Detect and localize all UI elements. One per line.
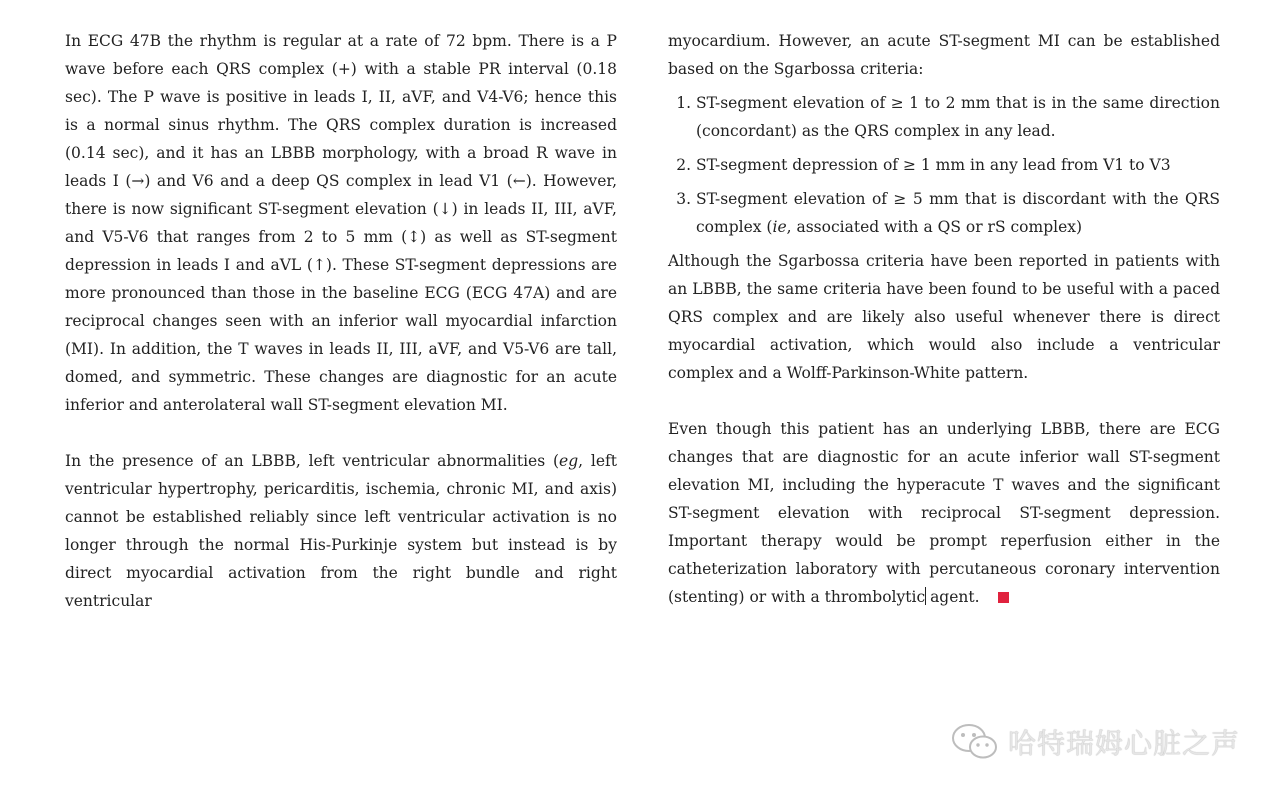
paragraph-lbbb-continued: myocardium. However, an acute ST-segment MI can be established based on the Sgarbossa criteria: [668,32,1220,78]
right-column [668,27,1220,611]
paragraph-sgarbossa-applicability: Although the Sgarbossa criteria have been reported in patients with an LBBB, the same criteria have been found to be useful with a paced QRS complex and are likely also useful whenever there is direct myocardial activation, which would also include a ventricular complex and a Wolff-Parkinson-White pattern. [668,252,1220,382]
list-item: 2. ST-segment depression of ≥ 1 mm in any lead from V1 to V3 [696,151,1220,179]
paragraph-ecg-47b-findings: In ECG 47B the rhythm is regular at a rate of 72 bpm. There is a P wave before each QRS complex (+) with a stable PR interval (0.18 sec). The P wave is positive in leads I, II, aVF, and V4-V6; hence this is a normal sinus rhythm. The QRS complex duration is increased (0.14 sec), and it has an LBBB morphology, with a broad R wave in leads I (→) and V6 and a deep QS complex in lead V1 (←). However, there is now significant ST-segment elevation (↓) in leads II, III, aVF, and V5-V6 that ranges from 2 to 5 mm (↕) as well as ST-segment depression in leads I and aVL (↑). These ST-segment depressions are more pronounced than those in the baseline ECG (ECG 47A) and are reciprocal changes seen with an inferior wall myocardial infarction (MI). In addition, the T waves in leads II, III, aVF, and V5-V6 are tall, domed, and symmetric. These changes are diagnostic for an acute inferior and anterolateral wall ST-segment elevation MI. [65,32,617,414]
list-item: 1. ST-segment elevation of ≥ 1 to 2 mm that is in the same direction (concordant) as the QRS complex in any lead. [696,89,1220,145]
list-item: 3. ST-segment elevation of ≥ 5 mm that is discordant with the QRS complex (ie, associated with a QS or rS complex) [696,185,1220,241]
paragraph-lbbb-limitations: In the presence of an LBBB, left ventricular abnormalities (eg, left ventricular hypertrophy, pericarditis, ischemia, chronic MI, and axis) cannot be established reliably since left ventricular activation is no longer through the normal His-Purkinje system but instead is by direct myocardial activation from the right bundle and right ventricular [65,452,617,610]
end-of-article-mark [998,592,1009,603]
watermark [950,722,1240,762]
left-column [65,27,617,615]
sgarbossa-criteria-list [668,89,1220,241]
paragraph-gap [668,387,1220,415]
watermark-text: 哈特瑞姆心脏之声 [1007,727,1240,760]
paragraph-conclusion: Even though this patient has an underlying LBBB, there are ECG changes that are diagnostic for an acute inferior wall ST-segment elevation MI, including the hyperacute T waves and the significant ST-segment elevation with reciprocal ST-segment depression. Important therapy would be prompt reperfusion either in the catheterization laboratory with percutaneous coronary intervention (stenting) or with a thrombolytic agent. [668,420,1220,606]
wechat-icon [950,722,1000,762]
paragraph-gap [65,419,617,447]
